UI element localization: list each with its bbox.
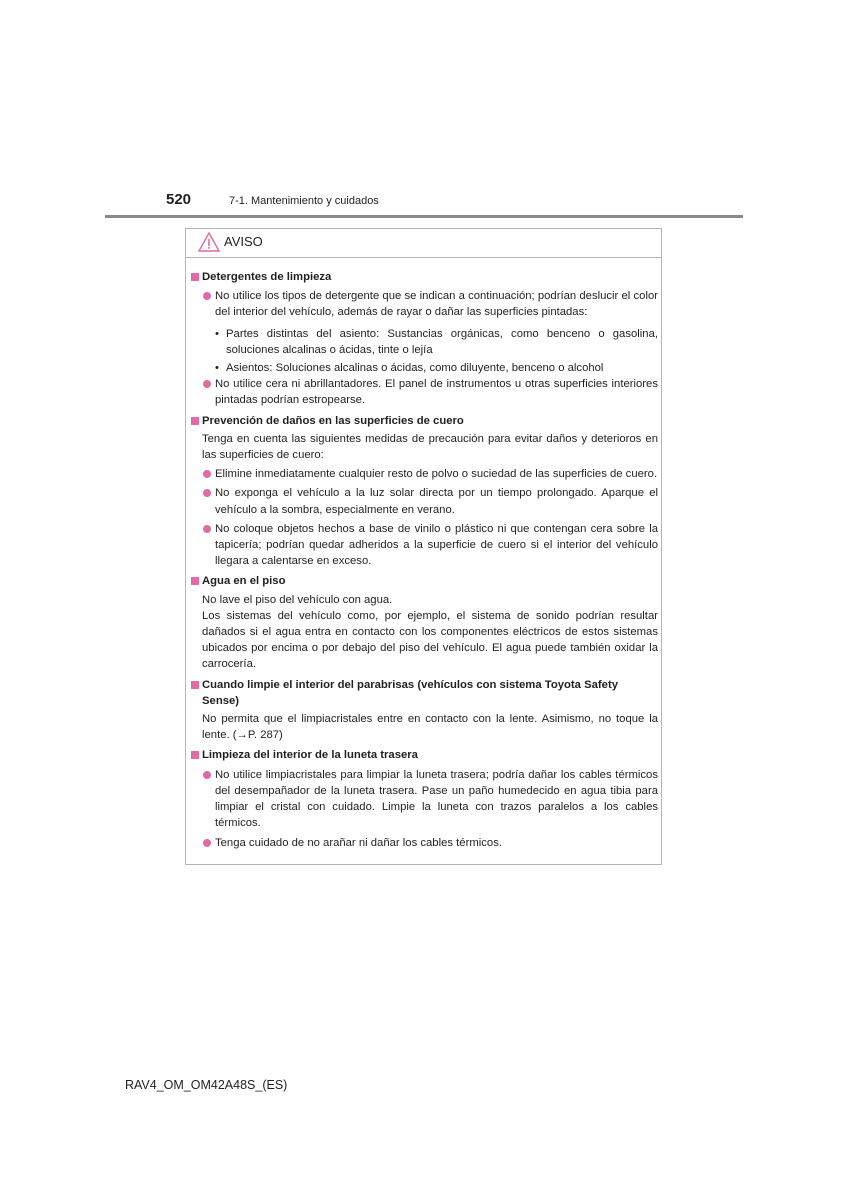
paragraph: No lave el piso del vehículo con agua.: [202, 593, 393, 606]
sub-item: • Partes distintas del asiento: Sustancias orgánicas, como benceno o gasolina, soluciones alcalinas o ácidas, tinte o lejía: [190, 326, 658, 358]
page-number: 520: [166, 191, 192, 208]
section-title: 7-1. Mantenimiento y cuidados: [229, 195, 379, 207]
bullet-item: No coloque objetos hechos a base de vinilo o plástico ni que contengan cera sobre la tapicería; podrían quedar adheridos a la superficie de cuero si el interior del vehículo llegara a calentarse en exceso.: [190, 521, 658, 570]
paragraph: No permita que el limpiacristales entre en contacto con la lente. Asimismo, no toque la lente. (→P. 287): [202, 713, 658, 742]
sub-item: • Asientos: Soluciones alcalinas o ácidas, como diluyente, benceno o alcohol: [190, 360, 658, 376]
paragraph: Los sistemas del vehículo como, por ejemplo, el sistema de sonido podrían resultar dañados si el agua entra en contacto con los componentes eléctricos de estos sistemas ubicados por encima o por debajo del piso del vehículo. El agua puede también oxidar la carrocería.: [202, 609, 658, 671]
bullet-item: No utilice limpiacristales para limpiar la luneta trasera; podría dañar los cables térmicos del desempañador de la luneta trasera. Pase un paño humedecido en agua tibia para limpiar el cristal con cuidado. Limpie la luneta con trazos paralelos a los cables térmicos.: [190, 767, 658, 832]
section-heading: Cuando limpie el interior del parabrisas (vehículos con sistema Toyota Safety Sense): [190, 677, 658, 709]
warning-box: [185, 228, 662, 865]
section-heading: Detergentes de limpieza: [190, 269, 658, 285]
warning-label: AVISO: [224, 234, 263, 249]
bullet-item: No utilice los tipos de detergente que se indican a continuación; podrían deslucir el color del interior del vehículo, además de rayar o dañar las superficies pintadas:: [190, 288, 658, 320]
bullet-item: No utilice cera ni abrillantadores. El panel de instrumentos u otras superficies interiores pintadas podrían estropearse.: [190, 376, 658, 408]
section-heading: Agua en el piso: [190, 573, 658, 589]
header-divider: [105, 215, 743, 218]
section-heading: Limpieza del interior de la luneta trasera: [190, 747, 658, 763]
document-code: RAV4_OM_OM42A48S_(ES): [125, 1078, 288, 1092]
paragraph: Tenga en cuenta las siguientes medidas de precaución para evitar daños y deterioros en las superficies de cuero:: [202, 432, 658, 462]
bullet-item: Elimine inmediatamente cualquier resto de polvo o suciedad de las superficies de cuero.: [190, 466, 658, 482]
warning-header: [186, 229, 661, 258]
bullet-item: Tenga cuidado de no arañar ni dañar los cables térmicos.: [190, 835, 658, 851]
warning-content: [190, 265, 658, 851]
bullet-item: No exponga el vehículo a la luz solar directa por un tiempo prolongado. Aparque el vehículo a la sombra, especialmente en verano.: [190, 485, 658, 517]
warning-triangle-icon: [198, 232, 220, 252]
section-heading: Prevención de daños en las superficies de cuero: [190, 413, 658, 429]
